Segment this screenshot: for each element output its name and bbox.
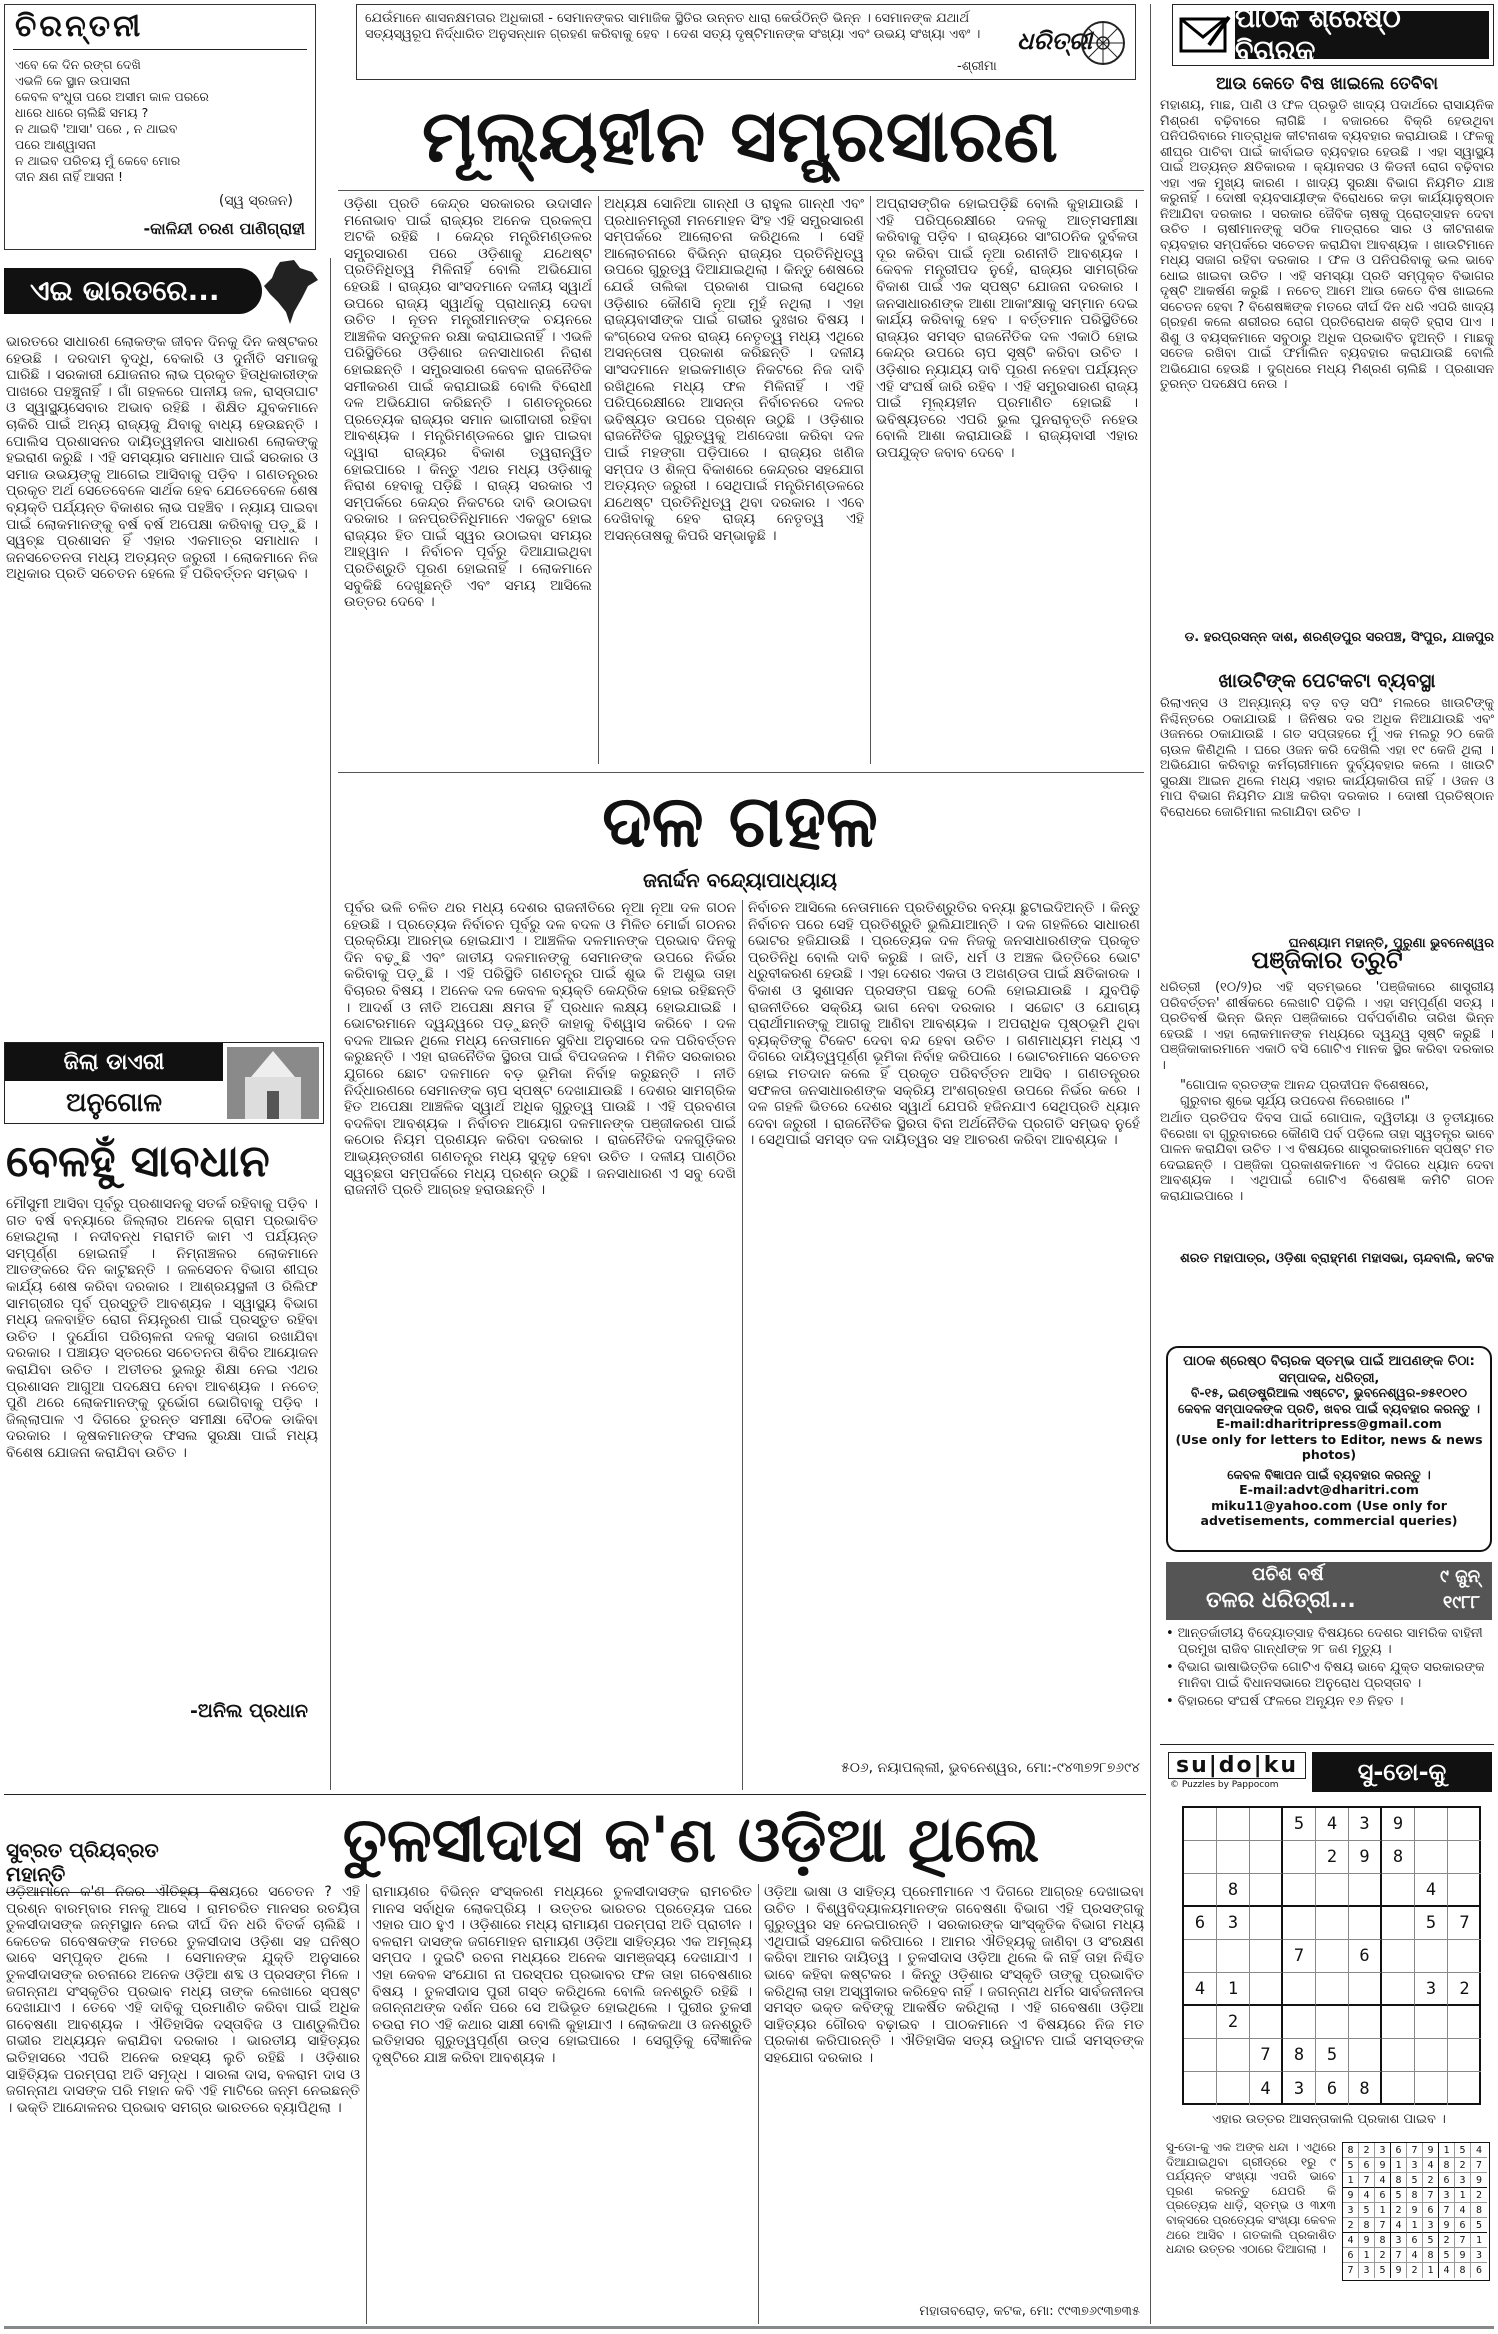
sudoku-grid: [1182, 1806, 1481, 2105]
sudoku-cell[interactable]: [1349, 1874, 1382, 1907]
sudoku-cell[interactable]: [1382, 1940, 1415, 1973]
sudoku-solution-cell: 6: [1391, 2143, 1407, 2158]
sudoku-solution-cell: 5: [1455, 2143, 1471, 2158]
poem-line: ଏଭଳି କେ ସ୍ଥାନ ଉପାସନା: [15, 73, 131, 88]
poem-line: ଏବେ କେ ଦିନ ରଙ୍ଗ ଦେଖି: [15, 57, 141, 72]
letter-2-signature: ଘନଶ୍ୟାମ ମହାନ୍ତି, ପୁରୁଣା ଭୁବନେଶ୍ୱର: [1288, 936, 1494, 951]
sudoku-cell[interactable]: [1217, 2072, 1250, 2105]
sudoku-cell[interactable]: 4: [1316, 1808, 1349, 1841]
sudoku-answer-note: ଏହାର ଉତ୍ତର ଆସନ୍ତାକାଲି ପ୍ରକାଶ ପାଇବ ।: [1212, 2112, 1446, 2127]
poem-line: ନ ଥାଇବ ପରିଚୟ ମୁଁ କେବେ ମୋର: [15, 153, 181, 168]
sudoku-cell[interactable]: [1316, 2006, 1349, 2039]
sudoku-solution-cell: 6: [1407, 2233, 1423, 2248]
sudoku-solution-cell: 4: [1423, 2158, 1439, 2173]
sudoku-solution-cell: 8: [1471, 2203, 1487, 2218]
sudoku-solution-cell: 1: [1439, 2143, 1455, 2158]
lead-col-2: ଅଧ୍ୟକ୍ଷ ସୋନିଆ ଗାନ୍ଧୀ ଓ ରାହୁଲ ଗାନ୍ଧୀ ଏବଂ ପ୍ରଧାନମନ୍ତ୍ରୀ ମନମୋହନ ସିଂହ ଏହି ସମ୍ପ୍ରସାରଣ ସମ୍ପର୍କରେ ଆଲୋଚନା କରିଥିଲେ । ସେହି ଆଲୋଚନାରେ ବିଭିନ୍ନ ରାଜ୍ୟର ପ୍ରତିନିଧିତ୍ୱ ଉପରେ ଗୁରୁତ୍ୱ ଦିଆଯାଇଥିଲା । କିନ୍ତୁ ଶେଷରେ ଯେଉଁ ତାଲିକା ପ୍ରକାଶ ପାଇଲା ସେଥିରେ ଓଡ଼ିଶାର କୌଣସି ନୂଆ ମୁହଁ ନଥିଲା । ଏହା ରାଜ୍ୟବାସୀଙ୍କ ପାଇଁ ଗଭୀର ଦୁଃଖର ବିଷୟ । କଂଗ୍ରେସ ଦଳର ରାଜ୍ୟ ନେତୃତ୍ୱ ମଧ୍ୟ ଏଥିରେ ଅସନ୍ତୋଷ ପ୍ରକାଶ କରିଛନ୍ତି । ଦଳୀୟ ସାଂସଦମାନେ ହାଇକମାଣ୍ଡ ନିକଟରେ ନିଜ ଦାବି ରଖିଥିଲେ ମଧ୍ୟ ଫଳ ମିଳିନାହିଁ । ଏହି ପରିପ୍ରେକ୍ଷୀରେ ଆସନ୍ତା ନିର୍ବାଚନରେ ଦଳର ଭବିଷ୍ୟତ ଉପରେ ପ୍ରଶ୍ନ ଉଠୁଛି । ଓଡ଼ିଶାର ରାଜନୈତିକ ଗୁରୁତ୍ୱକୁ ଅଣଦେଖା କରିବା ଦଳ ପାଇଁ ମହଙ୍ଗା ପଡ଼ିପାରେ । ରାଜ୍ୟର ଖଣିଜ ସମ୍ପଦ ଓ ଶିଳ୍ପ ବିକାଶରେ କେନ୍ଦ୍ରର ସହଯୋଗ ଅତ୍ୟନ୍ତ ଜରୁରୀ । ସେଥିପାଇଁ ମନ୍ତ୍ରିମଣ୍ଡଳରେ ଯଥେଷ୍ଟ ପ୍ରତିନିଧିତ୍ୱ ଥିବା ଦରକାର । ଏବେ ଦେଖିବାକୁ ହେବ ରାଜ୍ୟ ନେତୃତ୍ୱ ଏହି ଅସନ୍ତୋଷକୁ କିପରି ସମ୍ଭାଳୁଛି ।: [604, 196, 864, 544]
sudoku-solution-cell: 4: [1375, 2173, 1391, 2188]
sudoku-header: [1166, 1752, 1492, 1798]
sudoku-solution-cell: 5: [1407, 2173, 1423, 2188]
sudoku-cell[interactable]: [1382, 1973, 1415, 2006]
letter-3-body2: ଅର୍ଥାତ ପ୍ରତିପଦ ଦିବସ ପାଇଁ ଗୋପାଳ, ଦ୍ୱିତୀୟା ଓ ତୃତୀୟାରେ ବିରେଖା ବା ଗୁରୁବାରରେ କୌଣସି ପର୍ବ ପଡ଼ିଲେ ତାହା ସ୍ୱତନ୍ତ୍ର ଭାବେ ପାଳନ କରାଯିବା ଉଚିତ । ଏ ବିଷୟରେ ଶାସ୍ତ୍ରକାରମାନେ ସ୍ପଷ୍ଟ ମତ ଦେଇଛନ୍ତି । ପଞ୍ଜିକା ପ୍ରକାଶକମାନେ ଏ ଦିଗରେ ଧ୍ୟାନ ଦେବା ଆବଶ୍ୟକ । ଏଥିପାଇଁ ଗୋଟିଏ ବିଶେଷଜ୍ଞ କମିଟି ଗଠନ କରାଯାଇପାରେ ।: [1160, 1111, 1494, 1204]
sudoku-cell[interactable]: 2: [1217, 2006, 1250, 2039]
sudoku-cell[interactable]: [1184, 1841, 1217, 1874]
poem-line: ନ ଥାଇବି 'ଆସା' ପରେ , ନ ଥାଇବ: [15, 121, 178, 136]
sudoku-cell[interactable]: [1250, 1940, 1283, 1973]
poem-lines: [15, 57, 311, 185]
sudoku-solution-cell: 2: [1471, 2188, 1487, 2203]
contact-email-3-note: advetisements, commercial queries): [1200, 1513, 1458, 1528]
sudoku-solution-cell: 2: [1407, 2263, 1423, 2278]
sudoku-cell[interactable]: [1217, 1808, 1250, 1841]
quote-attribution: -ଶ୍ରୀମା: [957, 59, 997, 74]
years-bullet: • ବିଭାଗ ଭାଷାଭିତ୍ତିକ ଗୋଟିଏ ବିଷୟ ଭାବେ ଯୁକ୍ତ ସରକାରଙ୍କ ମାନିବା ପାଇଁ ବିଧାନସଭାରେ ଅନୁରୋଧ ପ୍ରସ୍ତାବ ।: [1166, 1660, 1485, 1691]
sudoku-solution-cell: 3: [1343, 2203, 1359, 2218]
sudoku-solution-cell: 6: [1439, 2173, 1455, 2188]
letter-3-signature: ଶରତ ମହାପାତ୍ର, ଓଡ଼ିଶା ବ୍ରାହ୍ମଣ ମହାସଭା, ଚାନ୍ଦବାଲି, କଟକ: [1180, 1251, 1494, 1266]
letter-3: [1160, 946, 1494, 1267]
years-year: ୧୯୮୮: [1442, 1592, 1480, 1613]
sudoku-cell[interactable]: 4: [1250, 2072, 1283, 2105]
india-map-icon: [260, 258, 322, 332]
quote-text: ଯେଉଁମାନେ ଶାସନକ୍ଷମତାର ଅଧିକାରୀ - ସେମାନଙ୍କର ସାମାଜିକ ସ୍ଥିତିର ଉନ୍ନତ ଧାରା କେଉଁଠିନ୍ତି ଭିନ୍ନ । ସେମାନଙ୍କ ଯଥାର୍ଥ ସତ୍ୟସ୍ୱରୂପ ନିର୍ଦ୍ଧାରିତ ଅନୁସନ୍ଧାନ ଗ୍ରହଣ କରିବାକୁ ହେବ । ଦେଶ ସତ୍ୟ ଦୃଷ୍ଟିମାନଙ୍କ ସଂଖ୍ୟା ଏବଂ ଉଭୟ ସଂଖ୍ୟା ଏଵଂ ।: [365, 11, 981, 42]
letter-3-body: ଧରିତ୍ରୀ (୧୦/୨)ର ଏହି ସ୍ତମ୍ଭରେ 'ପଞ୍ଜିକାରେ ଶାସ୍ତ୍ରୀୟ ପରିବର୍ତ୍ତନ' ଶୀର୍ଷକରେ ଲେଖାଟି ପଢ଼ିଲି । ଏହା ସମ୍ପୂର୍ଣ୍ଣ ସତ୍ୟ । ପ୍ରତିବର୍ଷ ଭିନ୍ନ ଭିନ୍ନ ପଞ୍ଜିକାରେ ପର୍ବପର୍ବାଣିର ତାରିଖ ଭିନ୍ନ ହେଉଛି । ଏହା ଲୋକମାନଙ୍କ ମଧ୍ୟରେ ଦ୍ୱନ୍ଦ୍ୱ ସୃଷ୍ଟି କରୁଛି । ପଞ୍ଜିକାକାରମାନେ ଏକାଠି ବସି ଗୋଟିଏ ମାନକ ସ୍ଥିର କରିବା ଦରକାର ।: [1160, 980, 1494, 1073]
readers-header: [1172, 4, 1494, 66]
bharat-title: ଏଇ ଭାରତରେ...: [4, 268, 262, 314]
sudoku-cell[interactable]: [1184, 2006, 1217, 2039]
years-banner: [1166, 1562, 1492, 1620]
sudoku-solution-cell: 3: [1391, 2233, 1407, 2248]
sudoku-solution-cell: 4: [1343, 2233, 1359, 2248]
sudoku-solution-cell: 2: [1455, 2158, 1471, 2173]
sudoku-cell[interactable]: [1382, 2072, 1415, 2105]
bharat-banner: [4, 258, 324, 328]
sudoku-solution-cell: 3: [1407, 2158, 1423, 2173]
party-col-2: ନିର୍ବାଚନ ଆସିଲେ ନେତାମାନେ ପ୍ରତିଶ୍ରୁତିର ବନ୍ୟା ଛୁଟାଇଦିଅନ୍ତି । କିନ୍ତୁ ନିର୍ବାଚନ ପରେ ସେହି ପ୍ରତିଶ୍ରୁତି ଭୁଲିଯାଆନ୍ତି । ଦଳ ଗହଳିରେ ସାଧାରଣ ଭୋଟର ହଜିଯାଉଛି । ପ୍ରତ୍ୟେକ ଦଳ ନିଜକୁ ଜନସାଧାରଣଙ୍କ ପ୍ରକୃତ ପ୍ରତିନିଧି ବୋଲି ଦାବି କରୁଛି । ଜାତି, ଧର୍ମ ଓ ଅଞ୍ଚଳ ଭିତ୍ତିରେ ଭୋଟ ଧ୍ରୁବୀକରଣ ହେଉଛି । ଏହା ଦେଶର ଏକତା ଓ ଅଖଣ୍ଡତା ପାଇଁ କ୍ଷତିକାରକ । ବିକାଶ ଓ ସୁଶାସନ ପ୍ରସଙ୍ଗ ପଛକୁ ଠେଲି ହୋଇଯାଉଛି । ଯୁବପିଢ଼ି ରାଜନୀତିରେ ସକ୍ରିୟ ଭାଗ ନେବା ଦରକାର । ସଚ୍ଚୋଟ ଓ ଯୋଗ୍ୟ ପ୍ରାର୍ଥୀମାନଙ୍କୁ ଆଗକୁ ଆଣିବା ଆବଶ୍ୟକ । ଅପରାଧିକ ପୃଷ୍ଠଭୂମି ଥିବା ବ୍ୟକ୍ତିଙ୍କୁ ଟିକେଟ ଦେବା ବନ୍ଦ ହେବା ଉଚିତ । ଗଣମାଧ୍ୟମ ମଧ୍ୟ ଏ ଦିଗରେ ଦାୟିତ୍ୱପୂର୍ଣ୍ଣ ଭୂମିକା ନିର୍ବାହ କରିପାରେ । ଭୋଟରମାନେ ସଚେତନ ହୋଇ ମତଦାନ କଲେ ହିଁ ପ୍ରକୃତ ପରିବର୍ତ୍ତନ ଆସିବ । ଗଣତନ୍ତ୍ରର ସଫଳତା ଜନସାଧାରଣଙ୍କ ସକ୍ରିୟ ଅଂଶଗ୍ରହଣ ଉପରେ ନିର୍ଭର କରେ । ଦଳ ଗହଳି ଭିତରେ ଦେଶର ସ୍ୱାର୍ଥ ଯେପରି ହଜିନଯାଏ ସେଥିପ୍ରତି ଧ୍ୟାନ ଦେବା ଜରୁରୀ । ରାଜନୈତିକ ସ୍ଥିରତା ବିନା ଅର୍ଥନୈତିକ ପ୍ରଗତି ସମ୍ଭବ ନୁହେଁ । ସେଥିପାଇଁ ସମସ୍ତ ଦଳ ଦାୟିତ୍ୱର ସହ ଆଚରଣ କରିବା ଆବଶ୍ୟକ ।: [748, 900, 1140, 1149]
years-label-2: ତଳର ଧରିତ୍ରୀ...: [1206, 1588, 1356, 1613]
sudoku-solution-cell: 9: [1407, 2203, 1423, 2218]
contact-line-2: ସମ୍ପାଦକ, ଧରିତ୍ରୀ,: [1278, 1369, 1380, 1385]
sudoku-solution-cell: 4: [1439, 2263, 1455, 2278]
sudoku-cell[interactable]: [1415, 1841, 1448, 1874]
sudoku-cell[interactable]: [1349, 1973, 1382, 2006]
sudoku-cell[interactable]: [1250, 1907, 1283, 1940]
poem-line: ଦୀନ କ୍ଷଣ ନାହିଁ ଆସନା !: [15, 169, 124, 184]
poem-box: [4, 4, 316, 250]
poem-line: ଧାରେ ଧାରେ ଚାଲିଛି ସମୟ ?: [15, 105, 149, 120]
sudoku-solution-cell: 4: [1471, 2143, 1487, 2158]
sudoku-solution-cell: 7: [1423, 2188, 1439, 2203]
sudoku-cell[interactable]: [1448, 2039, 1481, 2072]
sudoku-solution-cell: 8: [1359, 2218, 1375, 2233]
sudoku-solution-cell: 8: [1455, 2263, 1471, 2278]
lead-col-3: ଅପ୍ରାସଙ୍ଗିକ ହୋଇପଡ଼ିଛି ବୋଲି କୁହାଯାଉଛି । ଏହି ପରିପ୍ରେକ୍ଷୀରେ ଦଳକୁ ଆତ୍ମସମୀକ୍ଷା କରିବାକୁ ପଡ଼ିବ । ରାଜ୍ୟରେ ସାଂଗଠନିକ ଦୁର୍ବଳତା ଦୂର କରିବା ପାଇଁ ନୂଆ ରଣନୀତି ଆବଶ୍ୟକ । କେବଳ ମନ୍ତ୍ରୀପଦ ନୁହେଁ, ରାଜ୍ୟର ସାମଗ୍ରିକ ବିକାଶ ପାଇଁ ଏକ ସ୍ପଷ୍ଟ ଯୋଜନା ଦରକାର । ଜନସାଧାରଣଙ୍କ ଆଶା ଆକାଂକ୍ଷାକୁ ସମ୍ମାନ ଦେଇ କାର୍ଯ୍ୟ କରିବାକୁ ହେବ । ବର୍ତ୍ତମାନ ପରିସ୍ଥିତିରେ ରାଜ୍ୟର ସମସ୍ତ ରାଜନୈତିକ ଦଳ ଏକାଠି ହୋଇ କେନ୍ଦ୍ର ଉପରେ ଚାପ ସୃଷ୍ଟି କରିବା ଉଚିତ । ଓଡ଼ିଶାର ନ୍ୟାଯ୍ୟ ଦାବି ପୂରଣ ନହେବା ପର୍ଯ୍ୟନ୍ତ ଏହି ସଂଘର୍ଷ ଜାରି ରହିବ । ଏହି ସମ୍ପ୍ରସାରଣ ରାଜ୍ୟ ପାଇଁ ମୂଲ୍ୟହୀନ ପ୍ରମାଣିତ ହୋଇଛି । ଭବିଷ୍ୟତରେ ଏପରି ଭୁଲ ପୁନରାବୃତ୍ତି ନହେଉ ବୋଲି ଆଶା କରାଯାଉଛି । ରାଜ୍ୟବାସୀ ଏହାର ଉପଯୁକ୍ତ ଜବାବ ଦେବେ ।: [876, 196, 1138, 461]
sudoku-cell[interactable]: [1448, 1808, 1481, 1841]
sudoku-solution-cell: 6: [1343, 2248, 1359, 2263]
letter-3-title: ପଞ୍ଜିକାର ତ୍ରୁଟି: [1251, 946, 1403, 974]
quote-box: [356, 4, 1136, 80]
sudoku-brand: su|do|ku: [1168, 1752, 1306, 1779]
sudoku-cell[interactable]: 3: [1349, 1808, 1382, 1841]
sudoku-solution-cell: 9: [1375, 2158, 1391, 2173]
sudoku-solution-cell: 3: [1375, 2143, 1391, 2158]
sudoku-cell[interactable]: 7: [1250, 2039, 1283, 2072]
sudoku-cell[interactable]: [1250, 1874, 1283, 1907]
letter-2-body: ରିଲାଏନ୍ସ ଓ ଅନ୍ୟାନ୍ୟ ବଡ଼ ବଡ଼ ସପିଂ ମଲରେ ଖାଉଟିଙ୍କୁ ନିଶ୍ଚିନ୍ତରେ ଠକାଯାଉଛି । ଜିନିଷର ଦର ଅଧିକ ନିଆଯାଉଛି ଏବଂ ଓଜନରେ ଠକାଯାଉଛି । ଗତ ସପ୍ତାହରେ ମୁଁ ଏକ ମଲରୁ ୨୦ କେଜି ଚାଉଳ କିଣିଥିଲି । ଘରେ ଓଜନ କରି ଦେଖିଲି ଏହା ୧୯ କେଜି ଥିଲା । ଅଭିଯୋଗ କରିବାରୁ କର୍ମଚାରୀମାନେ ଦୁର୍ବ୍ୟବହାର କଲେ । ଖାଉଟି ସୁରକ୍ଷା ଆଇନ ଥିଲେ ମଧ୍ୟ ଏହାର କାର୍ଯ୍ୟକାରିତା ନାହିଁ । ଓଜନ ଓ ମାପ ବିଭାଗ ନିୟମିତ ଯାଞ୍ଚ କରିବା ଦରକାର । ଦୋଷୀ ପ୍ରତିଷ୍ଠାନ ବିରୋଧରେ ଜୋରିମାନା ଲଗାଯିବା ଉଚିତ ।: [1160, 696, 1494, 820]
sudoku-cell[interactable]: 9: [1382, 1808, 1415, 1841]
letter-1-title: ଆଉ କେତେ ବିଷ ଖାଇଲେ ତେବିବା: [1216, 74, 1438, 94]
sudoku-solution-cell: 1: [1423, 2263, 1439, 2278]
sudoku-solution-cell: 1: [1407, 2218, 1423, 2233]
sudoku-solution-cell: 6: [1375, 2188, 1391, 2203]
sudoku-cell[interactable]: [1283, 1907, 1316, 1940]
contact-email-1: E-mail:dharitripress@gmail.com: [1216, 1416, 1442, 1431]
sudoku-cell[interactable]: 3: [1283, 2072, 1316, 2105]
sudoku-cell[interactable]: [1415, 2072, 1448, 2105]
sudoku-solution-cell: 8: [1343, 2143, 1359, 2158]
contact-line-1: ପାଠକ ଶ୍ରେଷ୍ଠ ବିଚାରକ ସ୍ତମ୍ଭ ପାଇଁ ଆପଣଙ୍କ ଚିଠା:: [1183, 1353, 1475, 1369]
sudoku-cell[interactable]: [1316, 1907, 1349, 1940]
sudoku-solution-cell: 9: [1439, 2218, 1455, 2233]
sudoku-cell[interactable]: [1250, 1973, 1283, 2006]
sudoku-solution-cell: 5: [1423, 2233, 1439, 2248]
sudoku-solution-cell: 5: [1471, 2218, 1487, 2233]
sudoku-solution-cell: 4: [1359, 2188, 1375, 2203]
sudoku-solution-cell: 6: [1359, 2158, 1375, 2173]
sudoku-cell[interactable]: 8: [1283, 2039, 1316, 2072]
sudoku-cell[interactable]: [1184, 1874, 1217, 1907]
sudoku-cell[interactable]: 3: [1217, 1907, 1250, 1940]
sudoku-solution-cell: 8: [1407, 2188, 1423, 2203]
sudoku-solution-cell: 5: [1375, 2263, 1391, 2278]
sudoku-solution-cell: 3: [1455, 2173, 1471, 2188]
sudoku-solution-cell: 2: [1343, 2218, 1359, 2233]
sudoku-solution-cell: 3: [1423, 2218, 1439, 2233]
sudoku-cell[interactable]: [1349, 2039, 1382, 2072]
sudoku-solution-cell: 8: [1375, 2233, 1391, 2248]
sudoku-solution-cell: 4: [1391, 2218, 1407, 2233]
letter-3-verse: "ଗୋପାଳ ବ୍ରତଙ୍କ ଆନନ୍ଦ ପ୍ରଦୀପନ ବିଶେଷରେ, ଗୁରୁବାର ଶୁଭେ ସୂର୍ଯ୍ୟ ଉପଦେଶ ନିରେଖାରେ ।": [1180, 1078, 1429, 1109]
contact-line-3: ବି-୧୫, ଇଣ୍ଡଷ୍ଟ୍ରିଆଲ ଏଷ୍ଟେଟ, ଭୁବନେଶ୍ୱର-୭୫୧୦୧୦: [1190, 1385, 1468, 1400]
tulsi-col-2: ରାମାୟଣର ବିଭିନ୍ନ ସଂସ୍କରଣ ମଧ୍ୟରେ ତୁଳସୀଦାସଙ୍କ ରାମଚରିତ ମାନସ ସର୍ବାଧିକ ଲୋକପ୍ରିୟ । ଉତ୍ତର ଭାରତର ପ୍ରତ୍ୟେକ ଘରେ ଏହାର ପାଠ ହୁଏ । ଓଡ଼ିଶାରେ ମଧ୍ୟ ରାମାୟଣ ପରମ୍ପରା ଅତି ପ୍ରାଚୀନ । ବଳରାମ ଦାସଙ୍କ ଜଗମୋହନ ରାମାୟଣ ଓଡ଼ିଆ ସାହିତ୍ୟର ଏକ ଅମୂଲ୍ୟ ସମ୍ପଦ । ଦୁଇଟି ରଚନା ମଧ୍ୟରେ ଅନେକ ସାମଞ୍ଜସ୍ୟ ଦେଖାଯାଏ । ଏହା କେବଳ ସଂଯୋଗ ନା ପରସ୍ପର ପ୍ରଭାବର ଫଳ ତାହା ଗବେଷଣାର ବିଷୟ । ତୁଳସୀଦାସ ପୁରୀ ଗସ୍ତ କରିଥିଲେ ବୋଲି ଜନଶ୍ରୁତି ରହିଛି । ଜଗନ୍ନାଥଙ୍କ ଦର୍ଶନ ପରେ ସେ ଅଭିଭୂତ ହୋଇଥିଲେ । ପୁରୀର ତୁଳସୀ ଚଉରା ମଠ ଏହି କଥାର ସାକ୍ଷୀ ବୋଲି କୁହାଯାଏ । ଲୋକକଥା ଓ ଜନଶ୍ରୁତି ଇତିହାସର ଗୁରୁତ୍ୱପୂର୍ଣ୍ଣ ଉତ୍ସ ହୋଇପାରେ । ସେଗୁଡ଼ିକୁ ବୈଜ୍ଞାନିକ ଦୃଷ୍ଟିରେ ଯାଞ୍ଚ କରିବା ଆବଶ୍ୟକ ।: [372, 1884, 752, 2066]
sudoku-solution-cell: 1: [1455, 2188, 1471, 2203]
years-bullet: • ଆନ୍ତର୍ଜାତୀୟ ବିଦ୍ୟୋତ୍ସାହ ବିଷୟରେ ଦେଶର ସାମରିକ ବାହିନୀ ପ୍ରମୁଖ ରାଜିବ ଗାନ୍ଧୀଙ୍କ ୨୮ ଜଣ ମୃତ୍ୟୁ ।: [1166, 1626, 1483, 1657]
lead-col-1: ଓଡ଼ିଶା ପ୍ରତି କେନ୍ଦ୍ର ସରକାରର ଉଦାସୀନ ମନୋଭାବ ପାଇଁ ରାଜ୍ୟର ଅନେକ ପ୍ରକଳ୍ପ ଅଟକି ରହିଛି । କେନ୍ଦ୍ର ମନ୍ତ୍ରିମଣ୍ଡଳର ସମ୍ପ୍ରସାରଣ ପରେ ଓଡ଼ିଶାକୁ ଯଥେଷ୍ଟ ପ୍ରତିନିଧିତ୍ୱ ମିଳିନାହିଁ ବୋଲି ଅଭିଯୋଗ ହେଉଛି । ରାଜ୍ୟର ସାଂସଦମାନେ ଦଳୀୟ ସ୍ୱାର୍ଥ ଉପରେ ରାଜ୍ୟ ସ୍ୱାର୍ଥକୁ ପ୍ରାଧାନ୍ୟ ଦେବା ଉଚିତ । ନୂତନ ମନ୍ତ୍ରୀମାନଙ୍କ ଚୟନରେ ଆଞ୍ଚଳିକ ସନ୍ତୁଳନ ରକ୍ଷା କରାଯାଇନାହିଁ । ଏଭଳି ପରିସ୍ଥିତିରେ ଓଡ଼ିଶାର ଜନସାଧାରଣ ନିରାଶ ହୋଇଛନ୍ତି । ସମ୍ପ୍ରସାରଣ କେବଳ ରାଜନୈତିକ ସମୀକରଣ ପାଇଁ କରାଯାଇଛି ବୋଲି ବିରୋଧୀ ଦଳ ଅଭିଯୋଗ କରିଛନ୍ତି । ଗଣତନ୍ତ୍ରରେ ପ୍ରତ୍ୟେକ ରାଜ୍ୟର ସମାନ ଭାଗୀଦାରୀ ରହିବା ଆବଶ୍ୟକ । ମନ୍ତ୍ରିମଣ୍ଡଳରେ ସ୍ଥାନ ପାଇବା ଦ୍ୱାରା ରାଜ୍ୟର ବିକାଶ ତ୍ୱରାନ୍ୱିତ ହୋଇପାରେ । କିନ୍ତୁ ଏଥର ମଧ୍ୟ ଓଡ଼ିଶାକୁ ନିରାଶ ହେବାକୁ ପଡ଼ିଛି । ରାଜ୍ୟ ସରକାର ଏ ସମ୍ପର୍କରେ କେନ୍ଦ୍ର ନିକଟରେ ଦାବି ଉଠାଇବା ଦରକାର । ଜନପ୍ରତିନିଧିମାନେ ଏକଜୁଟ ହୋଇ ରାଜ୍ୟର ହିତ ପାଇଁ ସ୍ୱର ଉଠାଇବା ସମୟର ଆହ୍ୱାନ । ନିର୍ବାଚନ ପୂର୍ବରୁ ଦିଆଯାଇଥିବା ପ୍ରତିଶ୍ରୁତି ପୂରଣ ହୋଇନାହିଁ । ଲୋକମାନେ ସବୁକିଛି ଦେଖୁଛନ୍ତି ଏବଂ ସମୟ ଆସିଲେ ଉତ୍ତର ଦେବେ ।: [344, 196, 592, 611]
tulsi-address: ମହାତାବରୋଡ଼, କଟକ, ମୋ: ୯୯୩୭୬୯୩୭୩୫: [919, 2304, 1140, 2319]
sudoku-solution-cell: 2: [1359, 2143, 1375, 2158]
contact-line-5: କେବଳ ବିଜ୍ଞାପନ ପାଇଁ ବ୍ୟବହାର କରନ୍ତୁ ।: [1227, 1466, 1431, 1482]
sudoku-solution-cell: 6: [1423, 2203, 1439, 2218]
sudoku-solution-cell: 3: [1439, 2188, 1455, 2203]
sudoku-cell[interactable]: 8: [1349, 2072, 1382, 2105]
sudoku-cell[interactable]: [1283, 1973, 1316, 2006]
tulsi-author-line: ସୁବ୍ରତ ପ୍ରିୟବ୍ରତ ମହାନ୍ତି: [6, 1838, 224, 1893]
sudoku-cell[interactable]: [1415, 1940, 1448, 1973]
sudoku-solution-cell: 5: [1359, 2203, 1375, 2218]
contact-email-3: miku11@yahoo.com (Use only for: [1211, 1497, 1447, 1513]
sudoku-cell[interactable]: [1184, 2072, 1217, 2105]
sudoku-solution-cell: 1: [1359, 2248, 1375, 2263]
sudoku-rules: ସୁ-ଡୋ-କୁ ଏକ ଅଙ୍କ ଧନ୍ଦା । ଏଥିରେ ଦିଆଯାଇଥିବା ଗ୍ରୀଡ୍ରେ ୧ରୁ ୯ ପର୍ଯ୍ୟନ୍ତ ସଂଖ୍ୟା ଏପରି ଭାବେ ପୂରଣ କରନ୍ତୁ ଯେପରି କି ପ୍ରତ୍ୟେକ ଧାଡ଼ି, ସ୍ତମ୍ଭ ଓ ୩x୩ ବାକ୍ସରେ ପ୍ରତ୍ୟେକ ସଂଖ୍ୟା କେବଳ ଥରେ ଆସିବ । ଗତକାଲି ପ୍ରକାଶିତ ଧନ୍ଦାର ଉତ୍ତର ଏଠାରେ ଦିଆଗଲା ।: [1166, 2140, 1336, 2257]
sudoku-cell[interactable]: 5: [1415, 1907, 1448, 1940]
sudoku-cell[interactable]: [1184, 2039, 1217, 2072]
sudoku-solution-cell: 7: [1471, 2158, 1487, 2173]
sudoku-cell[interactable]: [1415, 2006, 1448, 2039]
sudoku-solution-cell: 6: [1475, 2265, 1483, 2276]
sudoku-solution-cell: 5: [1439, 2248, 1455, 2263]
sudoku-cell[interactable]: [1448, 1940, 1481, 1973]
sudoku-cell[interactable]: [1250, 1841, 1283, 1874]
sudoku-cell[interactable]: [1184, 1940, 1217, 1973]
sudoku-cell[interactable]: [1382, 2006, 1415, 2039]
sudoku-cell[interactable]: [1382, 1874, 1415, 1907]
poem-title: ଚିରନ୍ତନୀ: [15, 9, 144, 44]
sudoku-solution-cell: 8: [1439, 2158, 1455, 2173]
sudoku-cell[interactable]: [1283, 1874, 1316, 1907]
contact-email-2: E-mail:advt@dharitri.com: [1239, 1482, 1419, 1497]
sudoku-solution-cell: 6: [1455, 2218, 1471, 2233]
sudoku-cell[interactable]: 1: [1217, 1973, 1250, 2006]
envelope-icon: [1179, 15, 1231, 59]
sudoku-solution-cell: 9: [1391, 2263, 1407, 2278]
sudoku-solution-cell: 3: [1471, 2248, 1487, 2263]
sudoku-cell[interactable]: [1349, 1907, 1382, 1940]
letter-1: [1160, 74, 1494, 646]
sudoku-cell[interactable]: [1217, 2039, 1250, 2072]
sudoku-cell[interactable]: 7: [1448, 1907, 1481, 1940]
party-col-1: ପୂର୍ବର ଭଳି ଚଳିତ ଥର ମଧ୍ୟ ଦେଶର ରାଜନୀତିରେ ନୂଆ ନୂଆ ଦଳ ଗଠନ ହେଉଛି । ପ୍ରତ୍ୟେକ ନିର୍ବାଚନ ପୂର୍ବରୁ ଦଳ ବଦଳ ଓ ମିଳିତ ମୋର୍ଚ୍ଚା ଗଠନର ପ୍ରକ୍ରିୟା ଆରମ୍ଭ ହୋଇଯାଏ । ଆଞ୍ଚଳିକ ଦଳମାନଙ୍କ ପ୍ରଭାବ ଦିନକୁ ଦିନ ବଢ଼ୁଛି ଏବଂ ଜାତୀୟ ଦଳମାନଙ୍କୁ ସେମାନଙ୍କ ଉପରେ ନିର୍ଭର କରିବାକୁ ପଡ଼ୁଛି । ଏହି ପରିସ୍ଥିତି ଗଣତନ୍ତ୍ର ପାଇଁ ଶୁଭ କି ଅଶୁଭ ତାହା ବିଚାରର ବିଷୟ । ଅନେକ ଦଳ କେବଳ ବ୍ୟକ୍ତି କେନ୍ଦ୍ରିକ ହୋଇ ରହିଛନ୍ତି । ଆଦର୍ଶ ଓ ନୀତି ଅପେକ୍ଷା କ୍ଷମତା ହିଁ ପ୍ରଧାନ ଲକ୍ଷ୍ୟ ହୋଇଯାଇଛି । ଭୋଟରମାନେ ଦ୍ୱନ୍ଦ୍ୱରେ ପଡ଼ୁଛନ୍ତି କାହାକୁ ବିଶ୍ୱାସ କରିବେ । ଦଳ ବଦଳ ଆଇନ ଥିଲେ ମଧ୍ୟ ନେତାମାନେ ସୁବିଧା ଅନୁସାରେ ଦଳ ପରିବର୍ତ୍ତନ କରୁଛନ୍ତି । ଏହା ରାଜନୈତିକ ସ୍ଥିରତା ପାଇଁ ବିପଦଜନକ । ମିଳିତ ସରକାରର ଯୁଗରେ ଛୋଟ ଦଳମାନେ ବଡ଼ ଭୂମିକା ନିର୍ବାହ କରୁଛନ୍ତି । ନୀତି ନିର୍ଦ୍ଧାରଣରେ ସେମାନଙ୍କ ଚାପ ସ୍ପଷ୍ଟ ଦେଖାଯାଉଛି । ଦେଶର ସାମଗ୍ରିକ ହିତ ଅପେକ୍ଷା ଆଞ୍ଚଳିକ ସ୍ୱାର୍ଥ ଅଧିକ ଗୁରୁତ୍ୱ ପାଉଛି । ଏହି ପ୍ରବଣତା ବଦଳିବା ଆବଶ୍ୟକ । ନିର୍ବାଚନ ଆୟୋଗ ଦଳମାନଙ୍କ ପଞ୍ଜୀକରଣ ପାଇଁ କଠୋର ନିୟମ ପ୍ରଣୟନ କରିବା ଦରକାର । ରାଜନୈତିକ ଦଳଗୁଡ଼ିକର ଆଭ୍ୟନ୍ତରୀଣ ଗଣତନ୍ତ୍ର ମଧ୍ୟ ସୁଦୃଢ଼ ହେବା ଉଚିତ । ଦଳୀୟ ପାଣ୍ଠିର ସ୍ୱଚ୍ଛତା ସମ୍ପର୍କରେ ମଧ୍ୟ ପ୍ରଶ୍ନ ଉଠୁଛି । ଜନସାଧାରଣ ଏ ସବୁ ଦେଖି ରାଜନୀତି ପ୍ରତି ଆଗ୍ରହ ହରାଉଛନ୍ତି ।: [344, 900, 736, 1199]
sudoku-cell[interactable]: [1184, 1808, 1217, 1841]
sudoku-solution-cell: 1: [1471, 2233, 1487, 2248]
contact-line-4: କେବଳ ସମ୍ପାଦକଙ୍କ ପ୍ରତି, ଖବର ପାଇଁ ବ୍ୟବହାର କରନ୍ତୁ ।: [1178, 1400, 1480, 1416]
sudoku-cell[interactable]: 2: [1316, 1841, 1349, 1874]
poem-note: (ସ୍ୱ ସ୍ରଜନ): [218, 193, 293, 209]
beware-headline: ବେଳହୁଁ ସାବଧାନ: [6, 1136, 270, 1187]
sudoku-title: ସୁ-ଡୋ-କୁ: [1312, 1752, 1492, 1792]
sudoku-solution-cell: 8: [1423, 2248, 1439, 2263]
beware-author: -ଅନିଲ ପ୍ରଧାନ: [190, 1700, 309, 1722]
sudoku-cell[interactable]: 3: [1415, 1973, 1448, 2006]
sudoku-solution-cell: 1: [1343, 2173, 1359, 2188]
years-bullet: • ବିହାରରେ ସଂଘର୍ଷ ଫଳରେ ଅନ୍ୟୂନ ୧୬ ନିହତ ।: [1166, 1694, 1404, 1709]
sudoku-cell[interactable]: [1283, 2006, 1316, 2039]
sudoku-solution-cell: 7: [1455, 2233, 1471, 2248]
years-date: ୯ ଜୁନ୍: [1439, 1566, 1480, 1587]
sudoku-solution-cell: 1: [1391, 2158, 1407, 2173]
letter-1-signature: ଡ. ହରପ୍ରସନ୍ନ ଦାଶ, ଶରଣ୍ଡପୁର ସରପଞ୍ଚ, ସିଂପୁର, ଯାଜପୁର: [1184, 630, 1494, 645]
sudoku-solution-cell: 7: [1343, 2263, 1359, 2278]
sudoku-solution-cell: 8: [1391, 2173, 1407, 2188]
sudoku-solution-cell: 3: [1359, 2263, 1375, 2278]
sudoku-cell[interactable]: 8: [1217, 1874, 1250, 1907]
sudoku-brand-sub: © Puzzles by Pappocom: [1170, 1780, 1279, 1790]
sudoku-cell[interactable]: [1448, 1874, 1481, 1907]
poem-line: ପରେ ଆଶ୍ୱାସନା: [15, 137, 96, 152]
sudoku-solution-cell: 4: [1455, 2203, 1471, 2218]
letter-2-title: ଖାଉଟିଙ୍କ ପେଟକଟା ବ୍ୟବସ୍ଥା: [1218, 670, 1436, 692]
sudoku-cell[interactable]: [1448, 1841, 1481, 1874]
party-author: ଜନାର୍ଦ୍ଦନ ବନ୍ଦ୍ୟୋପାଧ୍ୟାୟ: [642, 868, 838, 892]
sudoku-solution-cell: 9: [1471, 2173, 1487, 2188]
poem-line: କେବଳ ବଂଧୁତା ପରେ ଅସୀମ କାଳ ପରରେ: [15, 89, 209, 104]
sudoku-solution: [1342, 2142, 1490, 2281]
district-photo: [227, 1047, 319, 1119]
sudoku-solution-cell: 9: [1423, 2143, 1439, 2158]
years-bullets: [1166, 1626, 1492, 1713]
sudoku-solution-cell: 2: [1423, 2173, 1439, 2188]
sudoku-solution-cell: 7: [1439, 2203, 1455, 2218]
sudoku-cell[interactable]: 9: [1349, 1841, 1382, 1874]
sudoku-cell[interactable]: [1349, 2006, 1382, 2039]
sudoku-cell[interactable]: [1415, 1808, 1448, 1841]
letter-2: [1160, 670, 1494, 952]
sudoku-cell[interactable]: [1448, 2072, 1481, 2105]
district-label: ଜିଲା ଡାଏରୀ: [5, 1043, 223, 1081]
sudoku-cell[interactable]: 4: [1184, 1973, 1217, 2006]
sudoku-cell[interactable]: 6: [1316, 2072, 1349, 2105]
lead-headline: ମୂଲ୍ୟହୀନ ସମ୍ପ୍ରସାରଣ: [422, 94, 1058, 178]
sudoku-cell[interactable]: 2: [1448, 1973, 1481, 2006]
contact-box: [1166, 1346, 1492, 1552]
sudoku-cell[interactable]: 5: [1316, 2039, 1349, 2072]
district-banner: [4, 1042, 324, 1124]
years-label-1: ପଚିଶ ବର୍ଷ: [1252, 1564, 1324, 1585]
sudoku-solution-cell: 7: [1375, 2218, 1391, 2233]
poem-author: -କାଳିନ୍ଦୀ ଚରଣ ପାଣିଗ୍ରାହୀ: [143, 219, 305, 238]
sudoku-cell[interactable]: 4: [1415, 1874, 1448, 1907]
wheel-logo: [1079, 19, 1127, 67]
sudoku-cell[interactable]: [1250, 2006, 1283, 2039]
party-address: ୫୦୬, ନୟାପଲ୍ଲୀ, ଭୁବନେଶ୍ୱର, ମୋ:-୯୪୩୭୨୮୭୬୯୪: [841, 1760, 1140, 1776]
sudoku-solution-cell: 2: [1439, 2233, 1455, 2248]
sudoku-solution-cell: 7: [1407, 2143, 1423, 2158]
sudoku-cell[interactable]: [1217, 1841, 1250, 1874]
sudoku-solution-cell: 2: [1391, 2203, 1407, 2218]
sudoku-solution-cell: 5: [1391, 2188, 1407, 2203]
sudoku-solution-cell: 5: [1343, 2158, 1359, 2173]
sudoku-cell[interactable]: [1448, 2006, 1481, 2039]
district-name: ଅନୁଗୋଳ: [65, 1087, 163, 1118]
sudoku-cell[interactable]: 5: [1283, 1808, 1316, 1841]
sudoku-solution-cell: 4: [1407, 2248, 1423, 2263]
sudoku-solution-cell: 9: [1343, 2188, 1359, 2203]
sudoku-solution-cell: 9: [1455, 2248, 1471, 2263]
sudoku-solution-cell: 1: [1375, 2203, 1391, 2218]
party-headline: ଦଳ ଗହଳ: [602, 779, 878, 863]
beware-body: ମୌସୁମୀ ଆସିବା ପୂର୍ବରୁ ପ୍ରଶାସନକୁ ସତର୍କ ରହିବାକୁ ପଡ଼ିବ । ଗତ ବର୍ଷ ବନ୍ୟାରେ ଜିଲ୍ଲାର ଅନେକ ଗ୍ରାମ ପ୍ରଭାବିତ ହୋଇଥିଲା । ନଦୀବନ୍ଧ ମରାମତି କାମ ଏ ପର୍ଯ୍ୟନ୍ତ ସମ୍ପୂର୍ଣ୍ଣ ହୋଇନାହିଁ । ନିମ୍ନାଞ୍ଚଳର ଲୋକମାନେ ଆତଙ୍କରେ ଦିନ କାଟୁଛନ୍ତି । ଜଳସେଚନ ବିଭାଗ ଶୀଘ୍ର କାର୍ଯ୍ୟ ଶେଷ କରିବା ଦରକାର । ଆଶ୍ରୟସ୍ଥଳୀ ଓ ରିଲିଫ ସାମଗ୍ରୀର ପୂର୍ବ ପ୍ରସ୍ତୁତି ଆବଶ୍ୟକ । ସ୍ୱାସ୍ଥ୍ୟ ବିଭାଗ ମଧ୍ୟ ଜଳବାହିତ ରୋଗ ନିୟନ୍ତ୍ରଣ ପାଇଁ ପ୍ରସ୍ତୁତ ରହିବା ଉଚିତ । ଦୁର୍ଯୋଗ ପରିଚାଳନା ଦଳକୁ ସଜାଗ ରଖାଯିବା ଦରକାର । ପଞ୍ଚାୟତ ସ୍ତରରେ ସଚେତନତା ଶିବିର ଆୟୋଜନ କରାଯିବା ଉଚିତ । ଅତୀତର ଭୁଲରୁ ଶିକ୍ଷା ନେଇ ଏଥର ପ୍ରଶାସନ ଆଗୁଆ ପଦକ୍ଷେପ ନେବା ଆବଶ୍ୟକ । ନଚେତ୍ ପୁଣି ଥରେ ଲୋକମାନଙ୍କୁ ଦୁର୍ଭୋଗ ଭୋଗିବାକୁ ପଡ଼ିବ । ଜିଲ୍ଲାପାଳ ଏ ଦିଗରେ ତୁରନ୍ତ ସମୀକ୍ଷା ବୈଠକ ଡାକିବା ଦରକାର । କୃଷକମାନଙ୍କ ଫସଲ ସୁରକ୍ଷା ପାଇଁ ମଧ୍ୟ ବିଶେଷ ଯୋଜନା କରାଯିବା ଉଚିତ ।: [6, 1196, 318, 1461]
sudoku-cell[interactable]: 6: [1349, 1940, 1382, 1973]
sudoku-solution-cell: 2: [1375, 2248, 1391, 2263]
tulsi-col-3: ଓଡ଼ିଆ ଭାଷା ଓ ସାହିତ୍ୟ ପ୍ରେମୀମାନେ ଏ ଦିଗରେ ଆଗ୍ରହ ଦେଖାଇବା ଉଚିତ । ବିଶ୍ୱବିଦ୍ୟାଳୟମାନଙ୍କ ଗବେଷଣା ବିଭାଗ ଏହି ପ୍ରସଙ୍ଗକୁ ଗୁରୁତ୍ୱର ସହ ନେଇପାରନ୍ତି । ସରକାରଙ୍କ ସାଂସ୍କୃତିକ ବିଭାଗ ମଧ୍ୟ ଏଥିପାଇଁ ସହଯୋଗ କରିପାରେ । ଆମର ଐତିହ୍ୟକୁ ଜାଣିବା ଓ ସଂରକ୍ଷଣ କରିବା ଆମର ଦାୟିତ୍ୱ । ତୁଳସୀଦାସ ଓଡ଼ିଆ ଥିଲେ କି ନାହିଁ ତାହା ନିଶ୍ଚିତ ଭାବେ କହିବା କଷ୍ଟକର । କିନ୍ତୁ ଓଡ଼ିଶାର ସଂସ୍କୃତି ତାଙ୍କୁ ପ୍ରଭାବିତ କରିଥିଲା ତାହା ଅସ୍ୱୀକାର କରିହେବ ନାହିଁ । ଜଗନ୍ନାଥ ଧର୍ମର ସାର୍ବଜନୀନତା ସମସ୍ତ ଭକ୍ତ କବିଙ୍କୁ ଆକର୍ଷିତ କରିଥିଲା । ଏହି ଗବେଷଣା ଓଡ଼ିଆ ସାହିତ୍ୟର ଗୌରବ ବଢ଼ାଇବ । ପାଠକମାନେ ଏ ବିଷୟରେ ନିଜ ମତ ପ୍ରକାଶ କରିପାରନ୍ତି । ଐତିହାସିକ ସତ୍ୟ ଉଦ୍ଘାଟନ ପାଇଁ ସମସ୍ତଙ୍କ ସହଯୋଗ ଦରକାର ।: [764, 1884, 1144, 2066]
sudoku-cell[interactable]: [1316, 1940, 1349, 1973]
tulsi-col-1: ଓଡ଼ିଆମାନେ କ'ଣ ନିଜର ଐତିହ୍ୟ ବିଷୟରେ ସଚେତନ ? ଏହି ପ୍ରଶ୍ନ ବାରମ୍ବାର ମନକୁ ଆସେ । ରାମଚରିତ ମାନସର ରଚୟିତା ତୁଳସୀଦାସଙ୍କ ଜନ୍ମସ୍ଥାନ ନେଇ ଦୀର୍ଘ ଦିନ ଧରି ବିତର୍କ ଚାଲିଛି । କେତେକ ଗବେଷକଙ୍କ ମତରେ ତୁଳସୀଦାସ ଓଡ଼ିଶା ସହ ଘନିଷ୍ଠ ଭାବେ ସମ୍ପୃକ୍ତ ଥିଲେ । ସେମାନଙ୍କ ଯୁକ୍ତି ଅନୁସାରେ ତୁଳସୀଦାସଙ୍କ ରଚନାରେ ଅନେକ ଓଡ଼ିଆ ଶବ୍ଦ ଓ ପ୍ରସଙ୍ଗ ମିଳେ । ଜଗନ୍ନାଥ ସଂସ୍କୃତିର ପ୍ରଭାବ ମଧ୍ୟ ତାଙ୍କ ଲେଖାରେ ସ୍ପଷ୍ଟ ଦେଖାଯାଏ । ତେବେ ଏହି ଦାବିକୁ ପ୍ରମାଣିତ କରିବା ପାଇଁ ଅଧିକ ଗବେଷଣା ଆବଶ୍ୟକ । ଐତିହାସିକ ଦସ୍ତାବିଜ ଓ ପାଣ୍ଡୁଲିପିର ଗଭୀର ଅଧ୍ୟୟନ କରାଯିବା ଦରକାର । ଭାରତୀୟ ସାହିତ୍ୟର ଇତିହାସରେ ଏପରି ଅନେକ ରହସ୍ୟ ଲୁଚି ରହିଛି । ଓଡ଼ିଶାର ସାହିତ୍ୟିକ ପରମ୍ପରା ଅତି ସମୃଦ୍ଧ । ସାରଳା ଦାସ, ବଳରାମ ଦାସ ଓ ଜଗନ୍ନାଥ ଦାସଙ୍କ ପରି ମହାନ କବି ଏହି ମାଟିରେ ଜନ୍ମ ନେଇଛନ୍ତି । ଭକ୍ତି ଆନ୍ଦୋଳନର ପ୍ରଭାବ ସମଗ୍ର ଭାରତରେ ବ୍ୟାପିଥିଲା ।: [6, 1884, 360, 2116]
sudoku-cell[interactable]: [1415, 2039, 1448, 2072]
sudoku-cell[interactable]: [1316, 1973, 1349, 2006]
sudoku-cell[interactable]: [1283, 1841, 1316, 1874]
sudoku-solution-cell: 9: [1359, 2233, 1375, 2248]
brand-logo-text: ଧରିତ୍ରୀ: [1017, 27, 1092, 55]
sudoku-cell[interactable]: [1250, 1808, 1283, 1841]
contact-email-1-note: (Use only for letters to Editor, news & news photos): [1175, 1431, 1483, 1462]
sudoku-cell[interactable]: 7: [1283, 1940, 1316, 1973]
sudoku-cell[interactable]: [1217, 1940, 1250, 1973]
sudoku-solution-cell: 7: [1359, 2173, 1375, 2188]
sudoku-solution-cell: 7: [1391, 2248, 1407, 2263]
sudoku-cell[interactable]: 6: [1184, 1907, 1217, 1940]
sudoku-cell[interactable]: 8: [1382, 1841, 1415, 1874]
sudoku-cell[interactable]: [1382, 2039, 1415, 2072]
letter-1-body: ମହାଶୟ, ମାଛ, ପାଣି ଓ ଫଳ ପ୍ରଭୃତି ଖାଦ୍ୟ ପଦାର୍ଥରେ ରାସାୟନିକ ମିଶ୍ରଣ ବଢ଼ିବାରେ ଲାଗିଛି । ବଜାରରେ ବିକ୍ରି ହେଉଥିବା ପନିପରିବାରେ ମାତ୍ରାଧିକ କୀଟନାଶକ ବ୍ୟବହାର କରାଯାଉଛି । ଫଳକୁ ଶୀଘ୍ର ପାଚିବା ପାଇଁ କାର୍ବାଇଡ ବ୍ୟବହାର ହେଉଛି । ଏହା ସ୍ୱାସ୍ଥ୍ୟ ପାଇଁ ଅତ୍ୟନ୍ତ କ୍ଷତିକାରକ । କ୍ୟାନସର ଓ କିଡନୀ ରୋଗ ବଢ଼ିବାର ଏହା ଏକ ମୁଖ୍ୟ କାରଣ । ଖାଦ୍ୟ ସୁରକ୍ଷା ବିଭାଗ ନିୟମିତ ଯାଞ୍ଚ କରୁନାହିଁ । ଦୋଷୀ ବ୍ୟବସାୟୀଙ୍କ ବିରୋଧରେ କଡ଼ା କାର୍ଯ୍ୟାନୁଷ୍ଠାନ ନିଆଯିବା ଦରକାର । ସରକାର ଜୈବିକ ଚାଷକୁ ପ୍ରୋତ୍ସାହନ ଦେବା ଉଚିତ । ଚାଷୀମାନଙ୍କୁ ସଠିକ ମାତ୍ରାରେ ସାର ଓ କୀଟନାଶକ ବ୍ୟବହାର ସମ୍ପର୍କରେ ସଚେତନ କରାଯିବା ଆବଶ୍ୟକ । ଖାଉଟିମାନେ ମଧ୍ୟ ସଜାଗ ରହିବା ଦରକାର । ଫଳ ଓ ପନିପରିବାକୁ ଭଲ ଭାବେ ଧୋଇ ଖାଇବା ଉଚିତ । ଏହି ସମସ୍ୟା ପ୍ରତି ସମ୍ପୃକ୍ତ ବିଭାଗର ଦୃଷ୍ଟି ଆକର୍ଷଣ କରୁଛି । ନଚେତ୍ ଆମେ ଆଉ କେତେ ବିଷ ଖାଇଲେ ସଚେତନ ହେବା ? ବିଶେଷଜ୍ଞଙ୍କ ମତରେ ଦୀର୍ଘ ଦିନ ଧରି ଏପରି ଖାଦ୍ୟ ଗ୍ରହଣ କଲେ ଶରୀରର ରୋଗ ପ୍ରତିରୋଧକ ଶକ୍ତି ହ୍ରାସ ପାଏ । ଶିଶୁ ଓ ବୟସ୍କମାନେ ସବୁଠାରୁ ଅଧିକ ପ୍ରଭାବିତ ହୁଅନ୍ତି । ମାଛକୁ ସତେଜ ରଖିବା ପାଇଁ ଫର୍ମାଲିନ ବ୍ୟବହାର କରାଯାଉଛି ବୋଲି ଅଭିଯୋଗ ହେଉଛି । ଦୁଗ୍ଧରେ ମଧ୍ୟ ମିଶ୍ରଣ ଚାଲିଛି । ପ୍ରଶାସନ ତୁରନ୍ତ ପଦକ୍ଷେପ ନେଉ ।: [1160, 98, 1494, 392]
sudoku-cell[interactable]: [1316, 1874, 1349, 1907]
readers-header-label: ପାଠକ ଶ୍ରେଷ୍ଠ ବିଚାରକ: [1235, 11, 1489, 59]
sudoku-cell[interactable]: [1382, 1907, 1415, 1940]
tulsi-headline: ତୁଳସୀଦାସ କ'ଣ ଓଡ଼ିଆ ଥିଲେ: [342, 1803, 1040, 1876]
bharat-body: ଭାରତରେ ସାଧାରଣ ଲୋକଙ୍କ ଜୀବନ ଦିନକୁ ଦିନ କଷ୍ଟକର ହେଉଛି । ଦରଦାମ ବୃଦ୍ଧି, ବେକାରି ଓ ଦୁର୍ନୀତି ସମାଜକୁ ଘାରିଛି । ସରକାରୀ ଯୋଜନାର ଲାଭ ପ୍ରକୃତ ହିତାଧିକାରୀଙ୍କ ପାଖରେ ପହଞ୍ଚୁନାହିଁ । ଗାଁ ଗହଳରେ ପାନୀୟ ଜଳ, ରାସ୍ତାଘାଟ ଓ ସ୍ୱାସ୍ଥ୍ୟସେବାର ଅଭାବ ରହିଛି । ଶିକ୍ଷିତ ଯୁବକମାନେ ଚାକିରି ପାଇଁ ଅନ୍ୟ ରାଜ୍ୟକୁ ଯିବାକୁ ବାଧ୍ୟ ହେଉଛନ୍ତି । ପୋଲିସ ପ୍ରଶାସନର ଦାୟିତ୍ୱହୀନତା ସାଧାରଣ ଲୋକଙ୍କୁ ହଇରାଣ କରୁଛି । ଏହି ସମସ୍ୟାର ସମାଧାନ ପାଇଁ ସରକାର ଓ ସମାଜ ଉଭୟଙ୍କୁ ଆଗେଇ ଆସିବାକୁ ପଡ଼ିବ । ଗଣତନ୍ତ୍ରର ପ୍ରକୃତ ଅର୍ଥ ସେତେବେଳେ ସାର୍ଥକ ହେବ ଯେତେବେଳେ ଶେଷ ବ୍ୟକ୍ତି ପର୍ଯ୍ୟନ୍ତ ବିକାଶର ଲାଭ ପହଞ୍ଚିବ । ନ୍ୟାୟ ପାଇବା ପାଇଁ ଲୋକମାନଙ୍କୁ ବର୍ଷ ବର୍ଷ ଅପେକ୍ଷା କରିବାକୁ ପଡ଼ୁଛି । ସ୍ୱଚ୍ଛ ପ୍ରଶାସନ ହିଁ ଏହାର ଏକମାତ୍ର ସମାଧାନ । ଜନସଚେତନତା ମଧ୍ୟ ଅତ୍ୟନ୍ତ ଜରୁରୀ । ଲୋକମାନେ ନିଜ ଅଧିକାର ପ୍ରତି ସଚେତନ ହେଲେ ହିଁ ପରିବର୍ତ୍ତନ ସମ୍ଭବ ।: [6, 334, 318, 583]
